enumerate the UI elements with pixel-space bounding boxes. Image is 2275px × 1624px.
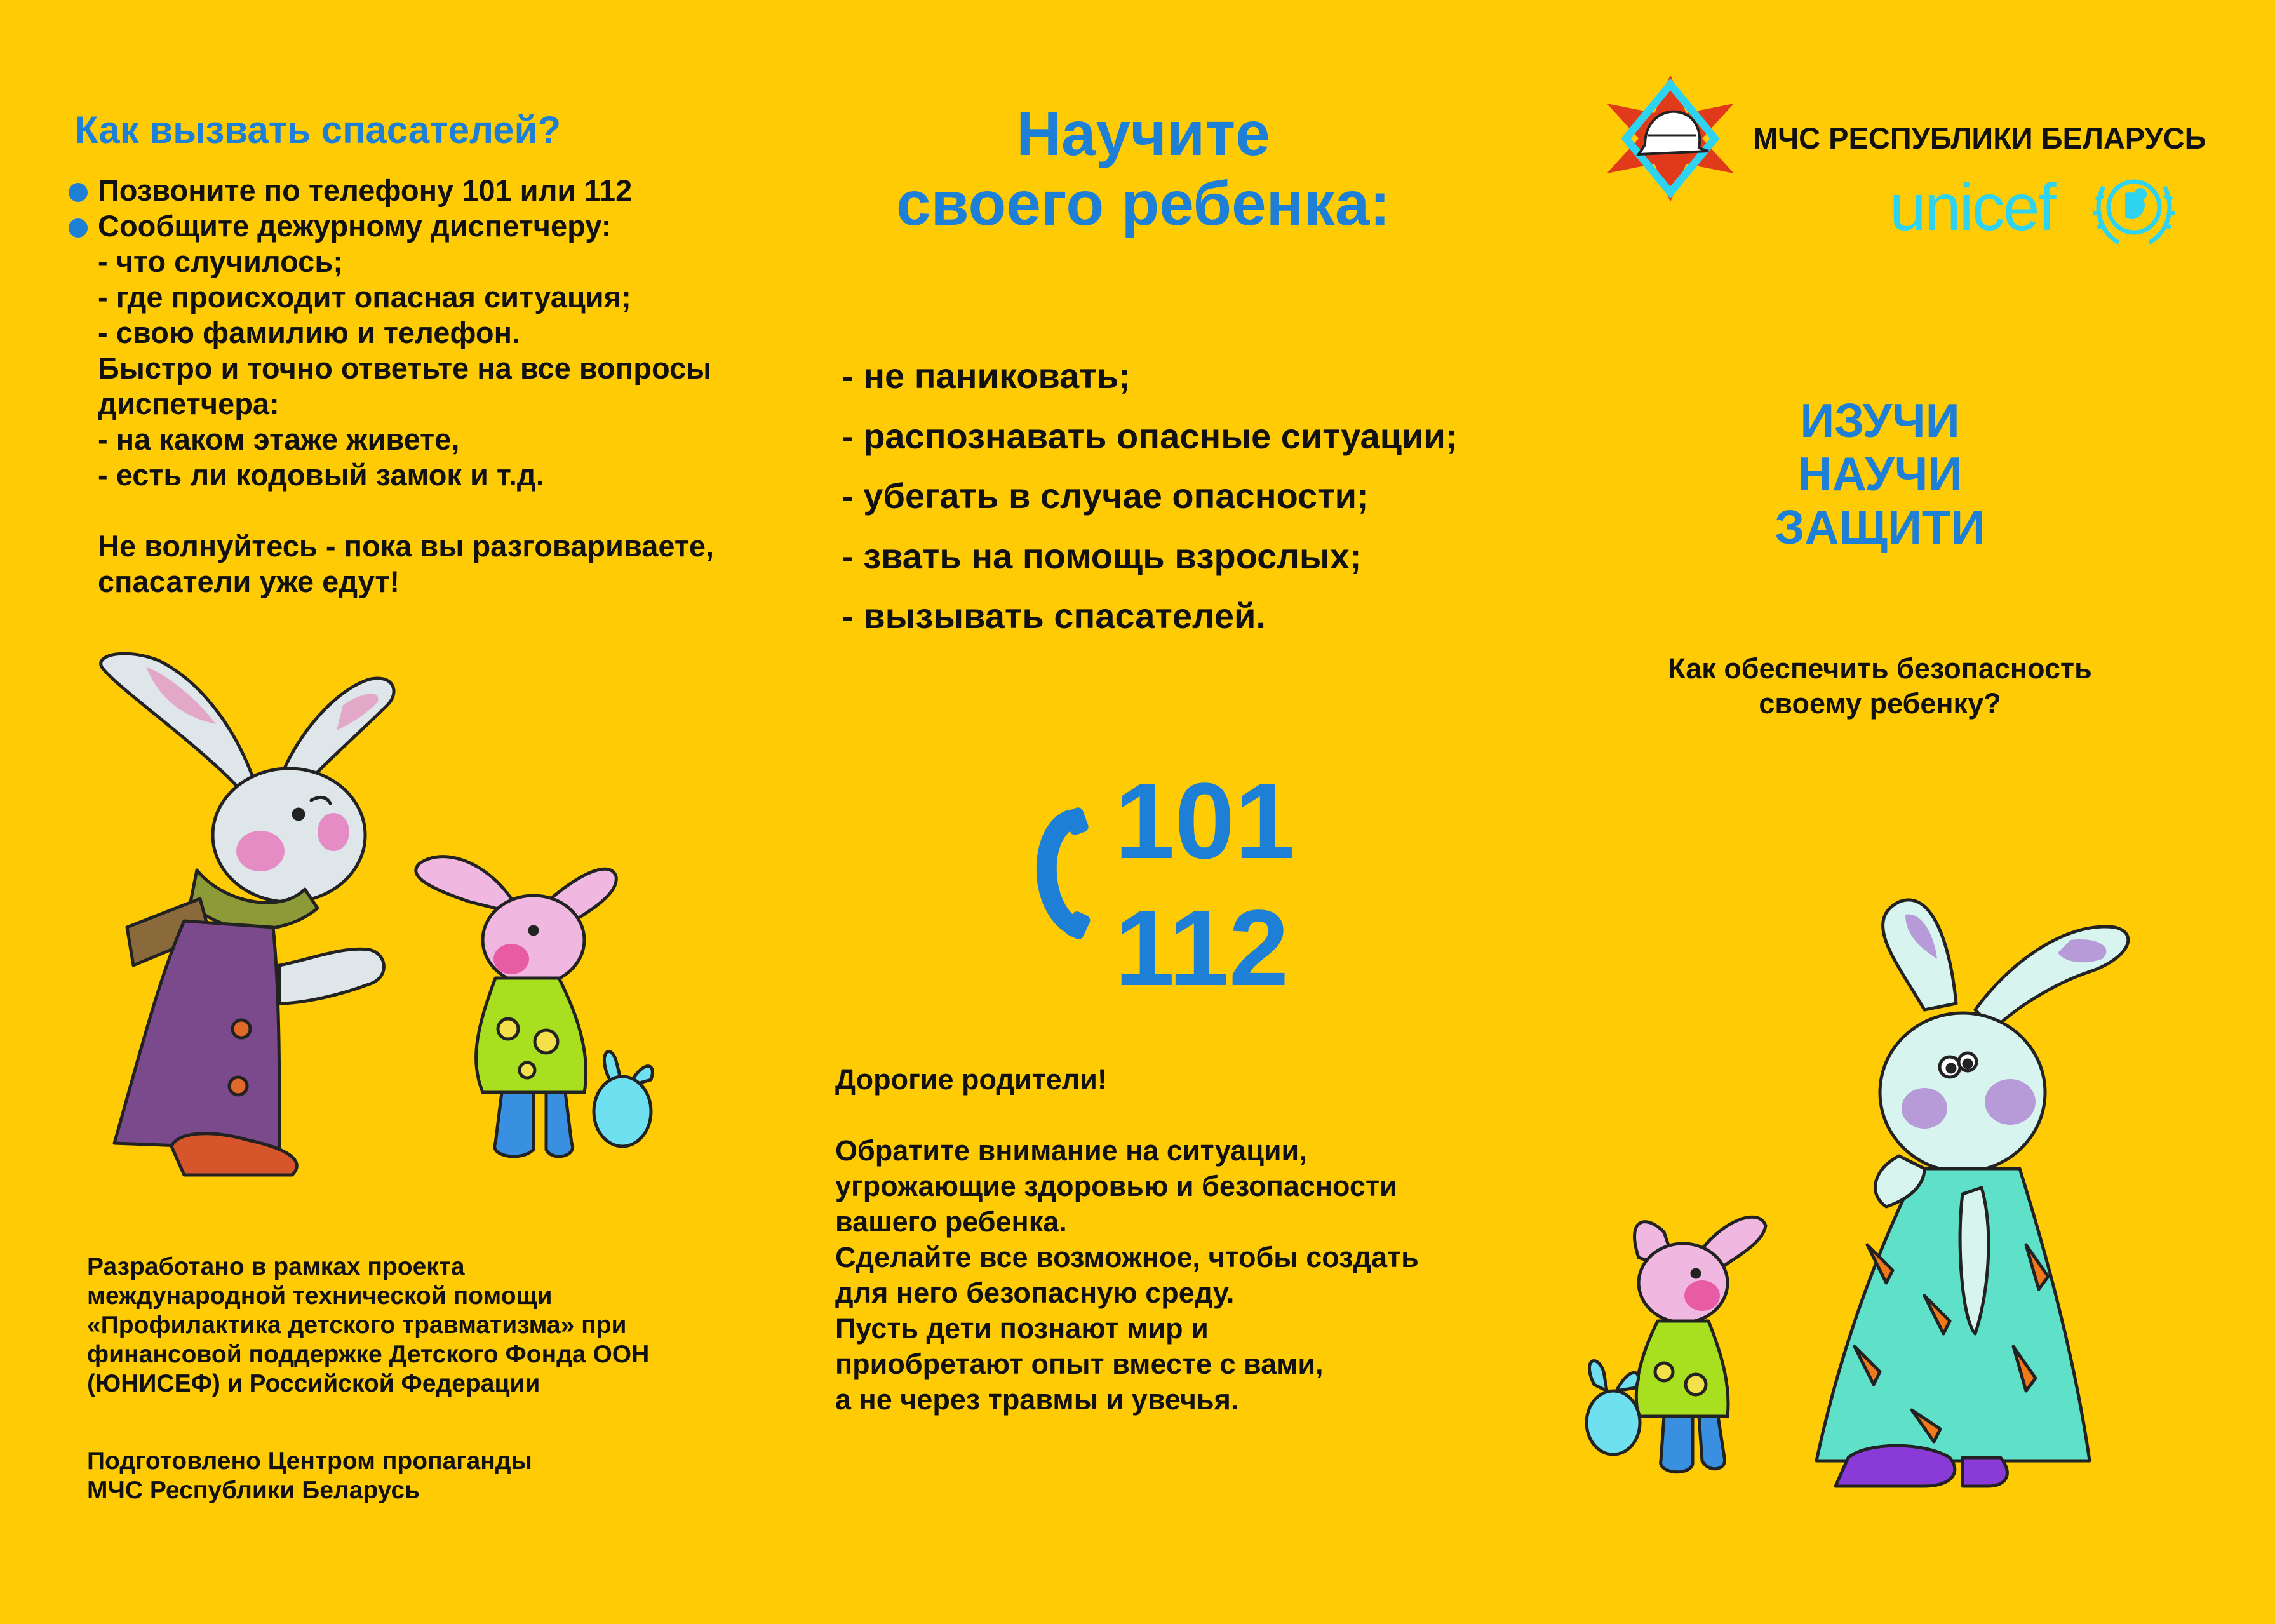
instruction-bullet-text: Позвоните по телефону 101 или 112: [98, 173, 633, 207]
instruction-line: Быстро и точно ответьте на все вопросы: [98, 351, 712, 385]
credits-line: (ЮНИСЕФ) и Российской Федерации: [87, 1370, 540, 1397]
parents-greeting: Дорогие родители!: [835, 1063, 1107, 1096]
credits-line: международной технической помощи: [87, 1282, 553, 1310]
instruction-line: - где происходит опасная ситуация;: [98, 280, 631, 314]
parents-message: [835, 1062, 1419, 1418]
parents-line: Пусть дети познают мир и: [835, 1312, 1209, 1345]
title-line: своего ребенка:: [896, 168, 1390, 238]
instruction-line: - есть ли кодовый замок и т.д.: [98, 458, 544, 492]
parents-line: а не через травмы и увечья.: [835, 1383, 1239, 1416]
instruction-bullet: [69, 208, 805, 244]
credits-line: Подготовлено Центром пропаганды: [87, 1447, 532, 1475]
title-line: Научите: [1016, 98, 1270, 168]
credits-line: «Профилактика детского травматизма» при: [87, 1312, 627, 1339]
credits-line: Разработано в рамках проекта: [87, 1253, 465, 1280]
skill-item: - вызывать спасателей.: [842, 596, 1266, 636]
skill-item: - распознавать опасные ситуации;: [842, 415, 1458, 456]
rabbits-illustration-right: [1569, 889, 2204, 1531]
phone-handset-icon: [1029, 803, 1105, 943]
reassurance-line: Не волнуйтесь - пока вы разговариваете,: [98, 529, 715, 563]
bullet-dot: [69, 183, 88, 202]
middle-panel-title: [845, 98, 1442, 238]
mchs-emblem-icon: [1601, 75, 1740, 202]
rabbits-illustration-left: [89, 648, 724, 1207]
bullet-dot: [69, 218, 88, 238]
parents-line: Сделайте все возможное, чтобы создать: [835, 1241, 1419, 1273]
reassurance-line: спасатели уже едут!: [98, 565, 400, 598]
emergency-number: 101: [1115, 761, 1295, 882]
instruction-line: - на каком этаже живете,: [98, 422, 460, 456]
instruction-bullet: [69, 173, 805, 208]
question-line: своему ребенку?: [1759, 687, 2001, 720]
project-credits: [87, 1252, 649, 1399]
organization-name: МЧС РЕСПУБЛИКИ БЕЛАРУСЬ: [1753, 121, 2206, 155]
motto-line: ИЗУЧИ: [1800, 394, 1960, 447]
call-instructions: [69, 173, 805, 600]
publisher-credits: [87, 1447, 532, 1505]
emergency-number: 112: [1115, 888, 1289, 1009]
instruction-line: диспетчера:: [98, 387, 279, 420]
credits-line: МЧС Республики Беларусь: [87, 1477, 420, 1504]
parents-line: Обратите внимание на ситуации,: [835, 1134, 1307, 1167]
skill-item: - убегать в случае опасности;: [842, 476, 1369, 516]
parents-line: вашего ребенка.: [835, 1205, 1067, 1238]
question-line: Как обеспечить безопасность: [1668, 652, 2092, 685]
unicef-globe-icon: [2087, 168, 2181, 250]
instruction-line: - свою фамилию и телефон.: [98, 316, 521, 349]
left-panel-title: Как вызвать спасателей?: [75, 109, 561, 151]
motto-line: НАУЧИ: [1797, 447, 1963, 500]
skill-item: - звать на помощь взрослых;: [842, 535, 1362, 576]
parents-line: угрожающие здоровью и безопасности: [835, 1170, 1397, 1202]
motto-line: ЗАЩИТИ: [1775, 500, 1985, 554]
skill-item: - не паниковать;: [842, 356, 1131, 396]
motto: [1766, 394, 1994, 554]
instruction-bullet-text: Сообщите дежурному диспетчеру:: [98, 209, 612, 243]
parents-line: для него безопасную среду.: [835, 1277, 1235, 1309]
instruction-line: - что случилось;: [98, 245, 343, 278]
unicef-logo-text: unicef: [1889, 171, 2055, 245]
skills-list: [842, 346, 1458, 647]
safety-question: [1626, 651, 2134, 721]
credits-line: финансовой поддержке Детского Фонда ООН: [87, 1341, 650, 1368]
parents-line: приобретают опыт вместе с вами,: [835, 1348, 1324, 1380]
